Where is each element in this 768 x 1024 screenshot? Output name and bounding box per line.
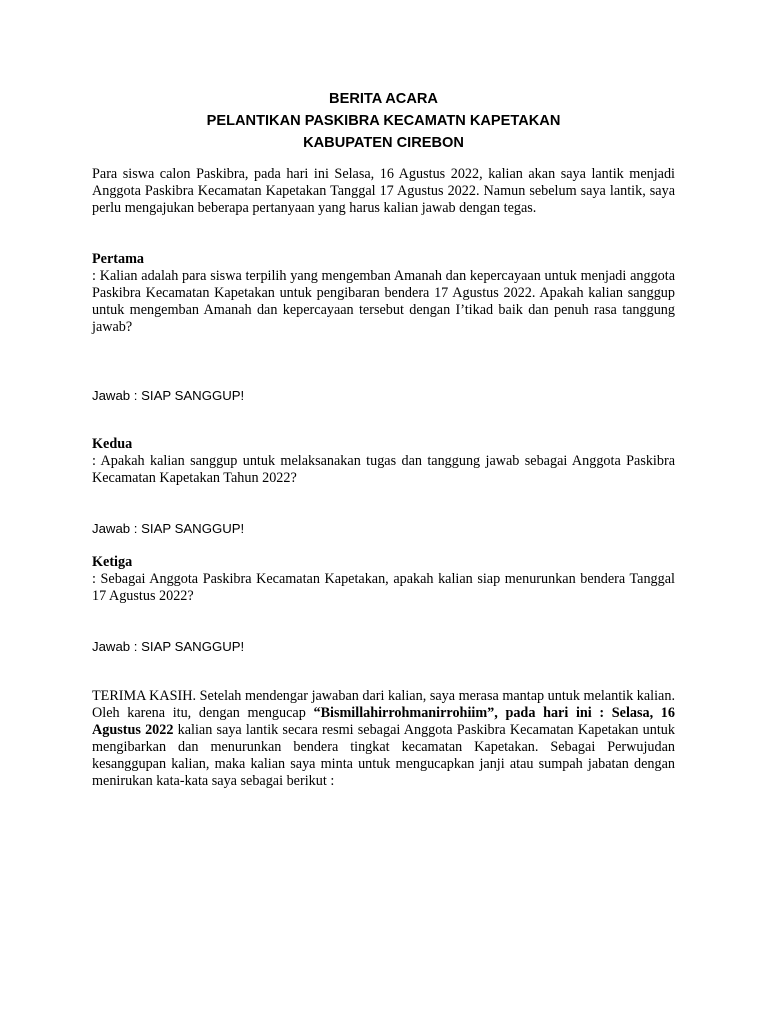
question-3-text: : Sebagai Anggota Paskibra Kecamatan Kapetakan, apakah kalian siap menurunkan bendera Tanggal 17 Agustus 2022? <box>92 571 675 604</box>
question-3-heading: Ketiga <box>92 554 133 570</box>
closing-text-1: TERIMA KASIH. Setelah mendengar jawaban dari kalian, saya merasa mantap untuk melantik kalian. Oleh karena itu, dengan mengucap <box>92 688 675 721</box>
question-3 <box>92 554 675 605</box>
title-line-3: KABUPATEN CIREBON <box>303 135 464 151</box>
question-1-heading: Pertama <box>92 251 144 267</box>
question-1-text: : Kalian adalah para siswa terpilih yang mengemban Amanah dan kepercayaan untuk menjadi anggota Paskibra Kecamatan Kapetakan untuk pengibaran bendera 17 Agustus 2022. Apakah kalian sanggup untuk mengemban Amanah dan kepercayaan tersebut dengan I’tikad baik dan penuh rasa tanggung jawab? <box>92 268 675 335</box>
answer-3: Jawab : SIAP SANGGUP! <box>92 639 245 654</box>
intro-paragraph: Para siswa calon Paskibra, pada hari ini Selasa, 16 Agustus 2022, kalian akan saya lantik menjadi Anggota Paskibra Kecamatan Kapetakan Tanggal 17 Agustus 2022. Namun sebelum saya lantik, saya perlu mengajukan beberapa pertanyaan yang harus kalian jawab dengan tegas. <box>92 166 675 216</box>
title-line-2: PELANTIKAN PASKIBRA KECAMATN KAPETAKAN <box>206 113 561 129</box>
question-2 <box>92 436 675 487</box>
title-line-1: BERITA ACARA <box>329 91 438 107</box>
document-title <box>92 88 675 154</box>
closing-text-2: kalian saya lantik secara resmi sebagai Anggota Paskibra Kecamatan Kapetakan untuk mengibarkan dan menurunkan bendera tingkat kecamatan Kapetakan. Sebagai Perwujudan kesanggupan kalian, maka kalian saya minta untuk mengucapkan janji atau sumpah jabatan dengan menirukan kata-kata saya sebagai berikut : <box>92 722 675 789</box>
question-1 <box>92 251 675 336</box>
answer-1: Jawab : SIAP SANGGUP! <box>92 388 245 403</box>
closing-paragraph <box>92 688 675 790</box>
closing-bold-text: “Bismillahirrohmanirrohiim”, pada hari ini : Selasa, 16 Agustus 2022 <box>92 705 675 738</box>
question-2-heading: Kedua <box>92 436 133 452</box>
question-2-text: : Apakah kalian sanggup untuk melaksanakan tugas dan tanggung jawab sebagai Anggota Paskibra Kecamatan Kapetakan Tahun 2022? <box>92 453 675 486</box>
answer-2: Jawab : SIAP SANGGUP! <box>92 521 245 536</box>
